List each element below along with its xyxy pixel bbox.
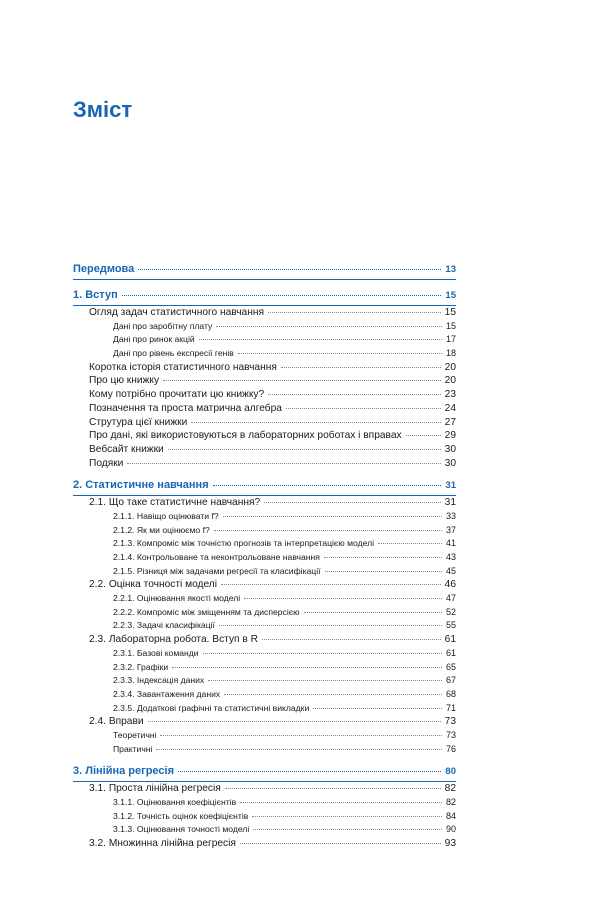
- toc-page-number: 17: [445, 334, 456, 345]
- dot-leader: [138, 269, 441, 270]
- toc-entry-title: 2.3.3. Індексація даних: [113, 675, 205, 686]
- dot-leader: [199, 339, 442, 340]
- toc-entry-title: 3.1. Проста лінійна регресія: [89, 783, 221, 795]
- dot-leader: [148, 721, 441, 722]
- dot-leader: [240, 843, 441, 844]
- toc-entry-title: Дані про заробітну плату: [113, 320, 213, 331]
- toc-page-number: 93: [444, 838, 456, 850]
- toc-page-number: 90: [445, 824, 456, 835]
- toc-chapter-section: [73, 262, 456, 280]
- toc-chapter-entry[interactable]: [73, 478, 456, 493]
- toc-entry-title: 3.2. Множинна лінійна регресія: [89, 838, 236, 850]
- toc-section-entry[interactable]: [73, 416, 456, 430]
- toc-subsection-entry[interactable]: [73, 647, 456, 661]
- toc-entry-title: Дані про ринок акцій: [113, 334, 195, 345]
- dot-leader: [378, 543, 442, 544]
- toc-subsection-entry[interactable]: [73, 810, 456, 824]
- dot-leader: [156, 749, 442, 750]
- toc-entry-title: 2.1.5. Різниця між задачами регресії та класифікації: [113, 565, 321, 576]
- toc-subsection-entry[interactable]: [73, 565, 456, 579]
- dot-leader: [172, 667, 442, 668]
- toc-section-entry[interactable]: [73, 361, 456, 375]
- toc-subsection-entry[interactable]: [73, 688, 456, 702]
- toc-page-number: 20: [444, 361, 456, 373]
- toc-entry-title: Позначення та проста матрична алгебра: [89, 402, 282, 414]
- toc-entry-title: 2.2.3. Задачі класифікації: [113, 620, 215, 631]
- toc-section-entry[interactable]: [73, 715, 456, 729]
- toc-page-number: 23: [444, 389, 456, 401]
- toc-page-number: 84: [445, 810, 456, 821]
- dot-leader: [325, 571, 442, 572]
- dot-leader: [244, 598, 442, 599]
- toc-entry-title: 2.2.2. Компроміс між зміщенням та дисперсією: [113, 606, 300, 617]
- toc-page-number: 29: [444, 430, 456, 442]
- toc-entry-title: 2.1.4. Контрольоване та неконтрольоване навчання: [113, 552, 320, 562]
- toc-entry-title: Огляд задач статистичного навчання: [89, 307, 264, 318]
- table-of-contents: [73, 262, 456, 859]
- toc-entry-title: 2.3.2. Графіки: [113, 661, 169, 672]
- toc-entry-title: 2.3.5. Додаткові графічні та статистичні викладки: [113, 702, 310, 713]
- toc-subsection-entry[interactable]: [73, 524, 456, 538]
- dot-leader: [240, 802, 442, 803]
- dot-leader: [203, 653, 442, 654]
- toc-page-number: 71: [445, 702, 456, 713]
- toc-page-number: 15: [444, 307, 456, 318]
- toc-entry-title: Теоретичні: [113, 729, 157, 740]
- dot-leader: [264, 502, 441, 503]
- toc-entry-title: Передмова: [73, 263, 135, 275]
- toc-chapter-section: [73, 288, 456, 470]
- dot-leader: [221, 584, 441, 585]
- dot-leader: [163, 380, 441, 381]
- toc-section-entry[interactable]: [73, 443, 456, 457]
- toc-entry-title: 2.2.1. Оцінювання якості моделі: [113, 593, 241, 604]
- toc-section-entry[interactable]: [73, 388, 456, 402]
- toc-entry-title: Коротка історія статистичного навчання: [89, 361, 277, 373]
- toc-chapter-entry[interactable]: [73, 262, 456, 277]
- toc-subsection-entry[interactable]: [73, 796, 456, 810]
- dot-leader: [168, 449, 441, 450]
- toc-entry-title: 2.1.2. Як ми оцінюємо f?: [113, 524, 210, 535]
- toc-page-number: 76: [445, 743, 456, 754]
- toc-subsection-entry[interactable]: [73, 347, 456, 361]
- toc-page-number: 82: [445, 797, 456, 807]
- dot-leader: [208, 680, 442, 681]
- toc-page-number: 73: [444, 716, 456, 728]
- toc-page-number: 65: [445, 661, 456, 672]
- dot-leader: [219, 625, 442, 626]
- toc-section-entry[interactable]: [73, 782, 456, 796]
- dot-leader: [160, 735, 442, 736]
- toc-page-number: 45: [445, 565, 456, 576]
- toc-subsection-entry[interactable]: [73, 743, 456, 757]
- dot-leader: [268, 312, 441, 313]
- toc-entry-title: 2.4. Вправи: [89, 716, 144, 728]
- toc-entry-title: 2.3.1. Базові команди: [113, 647, 199, 658]
- toc-page-number: 18: [445, 348, 456, 359]
- toc-page-number: 24: [444, 402, 456, 414]
- toc-page-number: 67: [445, 675, 456, 686]
- toc-page-number: 82: [444, 783, 456, 795]
- toc-chapter-heading: [73, 764, 456, 782]
- dot-leader: [304, 612, 442, 613]
- toc-entry-title: Кому потрібно прочитати цю книжку?: [89, 389, 265, 401]
- dot-leader: [127, 463, 440, 464]
- toc-page-number: 33: [445, 510, 456, 521]
- toc-subsection-entry[interactable]: [73, 320, 456, 334]
- toc-entry-title: Подяки: [89, 457, 124, 469]
- dot-leader: [213, 485, 442, 486]
- toc-page-number: 27: [444, 416, 456, 428]
- dot-leader: [224, 694, 442, 695]
- toc-page-number: 43: [445, 552, 456, 562]
- dot-leader: [324, 557, 442, 558]
- toc-subsection-entry[interactable]: [73, 661, 456, 675]
- toc-subsection-entry[interactable]: [73, 551, 456, 565]
- page-title: Зміст: [73, 97, 133, 122]
- toc-section-entry[interactable]: [73, 374, 456, 388]
- dot-leader: [223, 516, 442, 517]
- dot-leader: [122, 295, 442, 296]
- toc-page-number: 47: [445, 593, 456, 604]
- toc-page-number: 61: [445, 647, 456, 658]
- toc-section-entry[interactable]: [73, 402, 456, 416]
- toc-section-entry[interactable]: [73, 496, 456, 510]
- toc-subsection-entry[interactable]: [73, 592, 456, 606]
- toc-page-number: 30: [444, 457, 456, 469]
- dot-leader: [268, 394, 440, 395]
- toc-entry-title: Про дані, які використовуються в лабораторних роботах і вправах: [89, 430, 402, 442]
- toc-chapter-section: [73, 478, 456, 756]
- dot-leader: [225, 788, 441, 789]
- toc-entry-title: 3.1.1. Оцінювання коефіцієнтів: [113, 797, 237, 807]
- toc-section-entry[interactable]: [73, 578, 456, 592]
- toc-page-number: 61: [444, 634, 456, 646]
- toc-entry-title: 2.2. Оцінка точності моделі: [89, 579, 218, 591]
- toc-entry-title: Дані про рівень експресії генів: [113, 348, 234, 359]
- toc-page-number: 20: [444, 375, 456, 387]
- toc-page-number: 13: [445, 264, 456, 275]
- toc-entry-title: 3.1.3. Оцінювання точності моделі: [113, 824, 250, 835]
- toc-subsection-entry[interactable]: [73, 702, 456, 716]
- toc-page-number: 41: [445, 538, 456, 549]
- dot-leader: [178, 771, 441, 772]
- toc-page-number: 15: [445, 290, 456, 301]
- toc-page-number: 68: [445, 688, 456, 699]
- toc-page-number: 73: [445, 729, 456, 740]
- toc-entry-title: 2.1.3. Компроміс між точністю прогнозів та інтерпретацією моделі: [113, 538, 375, 549]
- toc-entry-title: 3. Лінійна регресія: [73, 765, 174, 778]
- toc-page-number: 30: [444, 443, 456, 455]
- dot-leader: [238, 353, 442, 354]
- toc-subsection-entry[interactable]: [73, 674, 456, 688]
- toc-page-number: 31: [444, 497, 456, 509]
- toc-entry-title: Про цю книжку: [89, 375, 160, 387]
- toc-entry-title: 2.1.1. Навіщо оцінювати f?: [113, 510, 219, 521]
- toc-subsection-entry[interactable]: [73, 510, 456, 524]
- toc-entry-title: Практичні: [113, 743, 153, 754]
- toc-subsection-entry[interactable]: [73, 619, 456, 633]
- dot-leader: [253, 829, 442, 830]
- toc-chapter-heading: [73, 288, 456, 306]
- toc-subsection-entry[interactable]: [73, 606, 456, 620]
- toc-subsection-entry[interactable]: [73, 537, 456, 551]
- toc-section-entry[interactable]: [73, 306, 456, 320]
- toc-section-entry[interactable]: [73, 633, 456, 647]
- toc-entry-title: 2.3.4. Завантаження даних: [113, 688, 221, 699]
- toc-page-number: 55: [445, 620, 456, 631]
- toc-subsection-entry[interactable]: [73, 333, 456, 347]
- toc-chapter-heading: [73, 478, 456, 496]
- toc-entry-title: Струтура цієї книжки: [89, 416, 188, 428]
- dot-leader: [216, 326, 442, 327]
- toc-entry-title: 1. Вступ: [73, 289, 118, 301]
- toc-page-number: 52: [445, 606, 456, 617]
- toc-page-number: 37: [445, 524, 456, 535]
- toc-page-number: 80: [445, 766, 456, 778]
- dot-leader: [191, 422, 440, 423]
- toc-page-number: 31: [445, 480, 456, 492]
- toc-page-number: 15: [445, 320, 456, 331]
- dot-leader: [406, 435, 441, 436]
- dot-leader: [313, 708, 442, 709]
- toc-entry-title: 2.3. Лабораторна робота. Вступ в R: [89, 634, 258, 646]
- toc-page-number: 46: [444, 579, 456, 591]
- toc-chapter-heading: [73, 262, 456, 280]
- toc-chapter-section: [73, 764, 456, 850]
- dot-leader: [252, 816, 442, 817]
- toc-entry-title: Вебсайт книжки: [89, 443, 164, 455]
- toc-entry-title: 3.1.2. Точність оцінок коефіцієнтів: [113, 810, 249, 821]
- toc-chapter-entry[interactable]: [73, 764, 456, 779]
- toc-section-entry[interactable]: [73, 429, 456, 443]
- dot-leader: [214, 530, 442, 531]
- toc-section-entry[interactable]: [73, 457, 456, 471]
- dot-leader: [262, 639, 441, 640]
- toc-entry-title: 2. Статистичне навчання: [73, 479, 209, 492]
- toc-subsection-entry[interactable]: [73, 823, 456, 837]
- dot-leader: [286, 408, 441, 409]
- toc-chapter-entry[interactable]: [73, 288, 456, 303]
- toc-section-entry[interactable]: [73, 837, 456, 851]
- toc-subsection-entry[interactable]: [73, 729, 456, 743]
- dot-leader: [281, 367, 441, 368]
- toc-entry-title: 2.1. Що таке статистичне навчання?: [89, 497, 261, 509]
